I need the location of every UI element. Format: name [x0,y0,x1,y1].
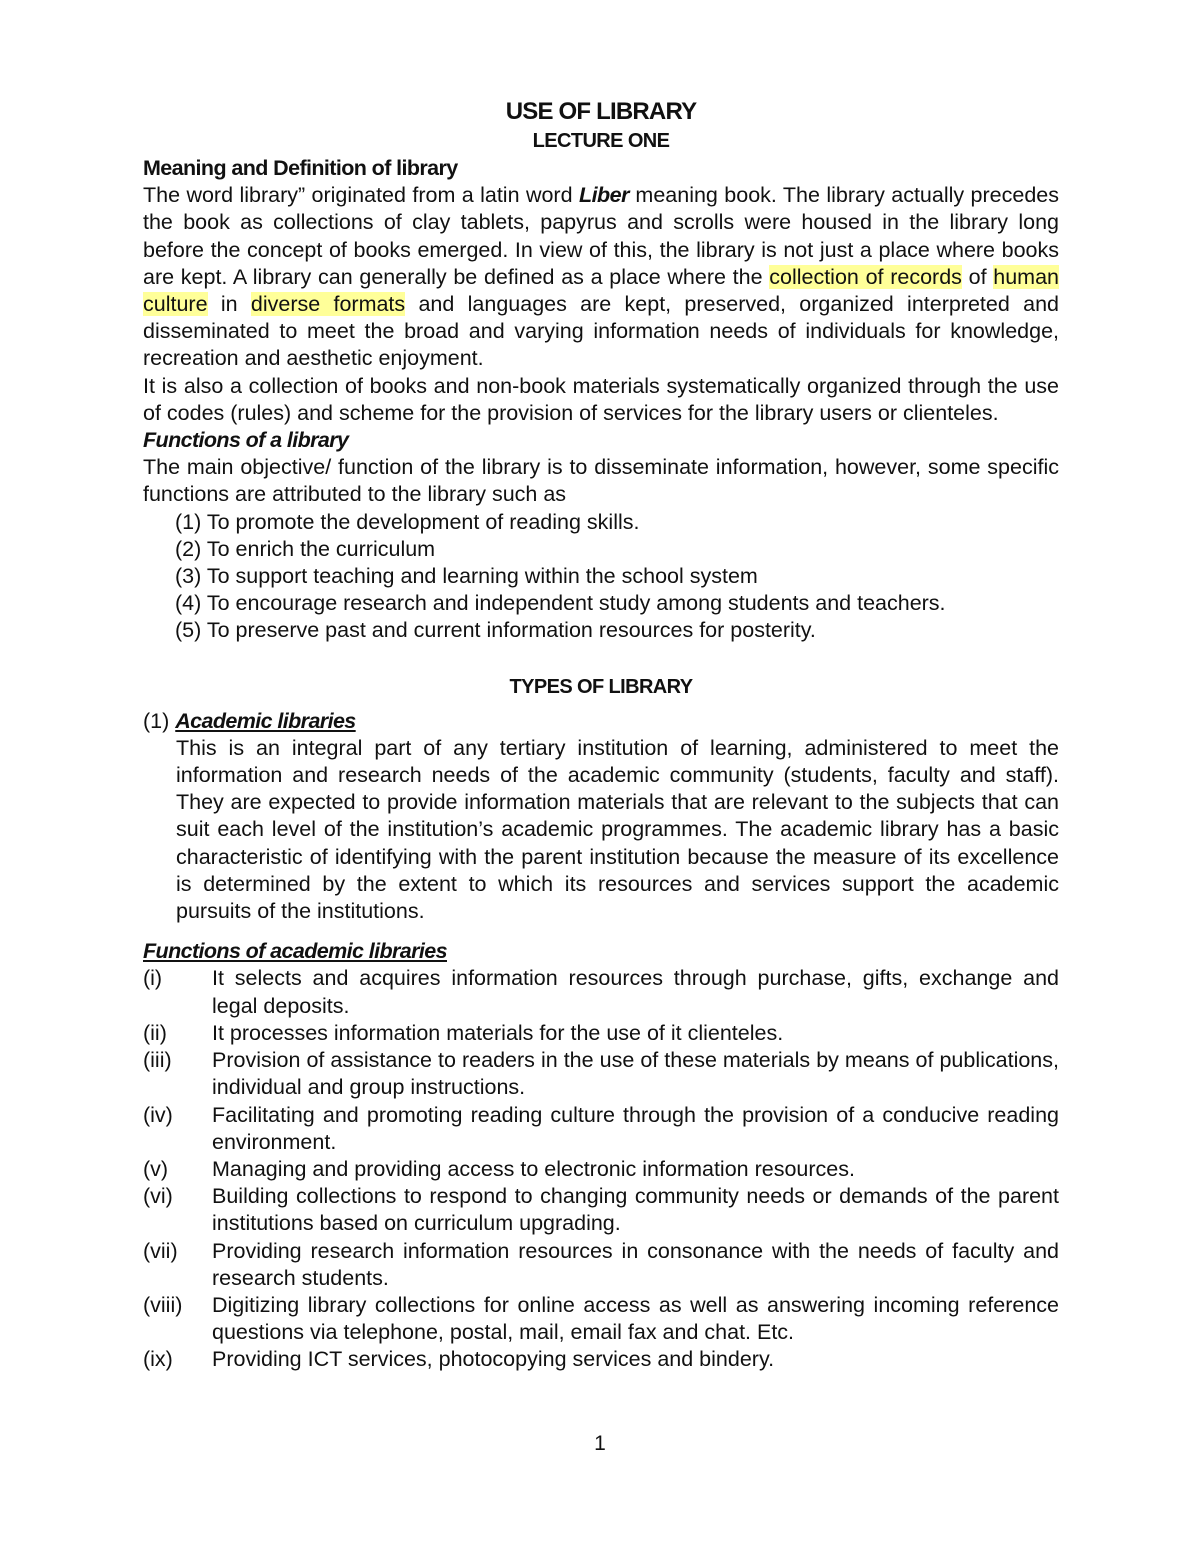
functions-intro: The main objective/ function of the library is to disseminate information, however, some specific functions are attributed to the library such as [143,455,1059,507]
item-number: (v) [143,1156,169,1181]
list-item [143,1183,1059,1237]
item-text: It processes information materials for the use of it clienteles. [212,1020,784,1045]
list-item [143,1292,1059,1346]
document-title: USE OF LIBRARY [505,98,697,125]
item-number: (i) [143,966,163,991]
item-text: Provision of assistance to readers in the use of these materials by means of publications, individual and group instructions. [212,1048,1059,1100]
page-number: 1 [594,1432,606,1455]
lecture-subtitle: LECTURE ONE [532,130,670,152]
item-text: Providing ICT services, photocopying services and bindery. [212,1347,775,1372]
list-item: (2) To enrich the curriculum [175,536,436,561]
highlight-human-culture: human culture [143,264,1059,317]
academic-libraries-text: This is an integral part of any tertiary institution of learning, administered to meet the information and research needs of the academic community (students, faculty and staff). They are expected to provide information materials that are relevant to the subjects that can suit each level of the institution’s academic programmes. The academic library has a basic characteristic of identifying with the parent institution because the measure of its excellence is determined by the extent to which its resources and services support the academic pursuits of the institutions. [176,735,1059,924]
academic-number: (1) [143,708,176,733]
list-item [143,1102,1059,1156]
item-number: (iv) [143,1102,173,1127]
text-span: meaning book. The library actually precedes the book as collections of clay tablets, papyrus and scrolls were housed in the library long before the concept of books emerged. In view of this, the library is not just a place where books are kept. A library can generally be defined as a place where the [143,183,1059,289]
list-item: (3) To support teaching and learning within the school system [175,564,758,589]
highlight-collection-of-records: collection of records [769,264,962,289]
list-item [143,965,1059,1019]
collection-paragraph: It is also a collection of books and non-book materials systematically organized through the use of codes (rules) and scheme for the provision of services for the library users or clienteles. [143,373,1059,425]
item-text: It selects and acquires information resources through purchase, gifts, exchange and legal deposits. [212,966,1059,1018]
item-text: Facilitating and promoting reading culture through the provision of a conducive reading environment. [212,1102,1059,1154]
highlight-diverse-formats: diverse formats [250,292,406,317]
item-text: Managing and providing access to electronic information resources. [212,1156,855,1181]
item-number: (vii) [143,1238,178,1263]
text-span: of [961,264,994,289]
text-span: The word library” originated from a latin word [143,183,579,208]
liber-term: Liber [578,183,630,208]
list-item [143,1238,1059,1292]
list-item [143,1047,1059,1101]
item-text: Digitizing library collections for online access as well as answering incoming reference questions via telephone, postal, mail, email fax and chat. Etc. [212,1292,1059,1345]
list-item [143,1156,1059,1183]
page-content [143,96,1059,1374]
text-span: and languages are kept, preserved, organized interpreted and disseminated to meet the broad and varying information needs of individuals for knowledge, recreation and aesthetic enjoyment. [143,292,1059,371]
list-item [143,1346,1059,1373]
item-text: Building collections to respond to changing community needs or demands of the parent institutions based on curriculum upgrading. [212,1184,1059,1236]
item-number: (vi) [143,1184,173,1209]
list-item: (5) To preserve past and current information resources for posterity. [175,618,816,643]
functions-list [143,509,1059,645]
functions-heading: Functions of a library [143,428,349,453]
section-gap [143,925,1059,938]
item-text: Providing research information resources in consonance with the needs of faculty and research students. [212,1238,1059,1290]
list-item [143,1020,1059,1047]
meaning-heading: Meaning and Definition of library [143,156,458,180]
academic-libraries-heading: Academic libraries [175,708,356,733]
item-number: (iii) [143,1048,172,1073]
item-number: (viii) [143,1292,183,1317]
academic-functions-heading: Functions of academic libraries [143,939,447,964]
list-item: (1) To promote the development of reading skills. [175,509,640,534]
list-item: (4) To encourage research and independent study among students and teachers. [175,591,946,616]
types-heading: TYPES OF LIBRARY [509,675,693,698]
academic-functions-list [143,965,1059,1373]
meaning-paragraph [143,182,1059,372]
item-number: (ix) [143,1347,173,1372]
academic-libraries-heading-row [143,708,1059,735]
text-span: in [207,292,251,317]
item-number: (ii) [143,1020,167,1045]
